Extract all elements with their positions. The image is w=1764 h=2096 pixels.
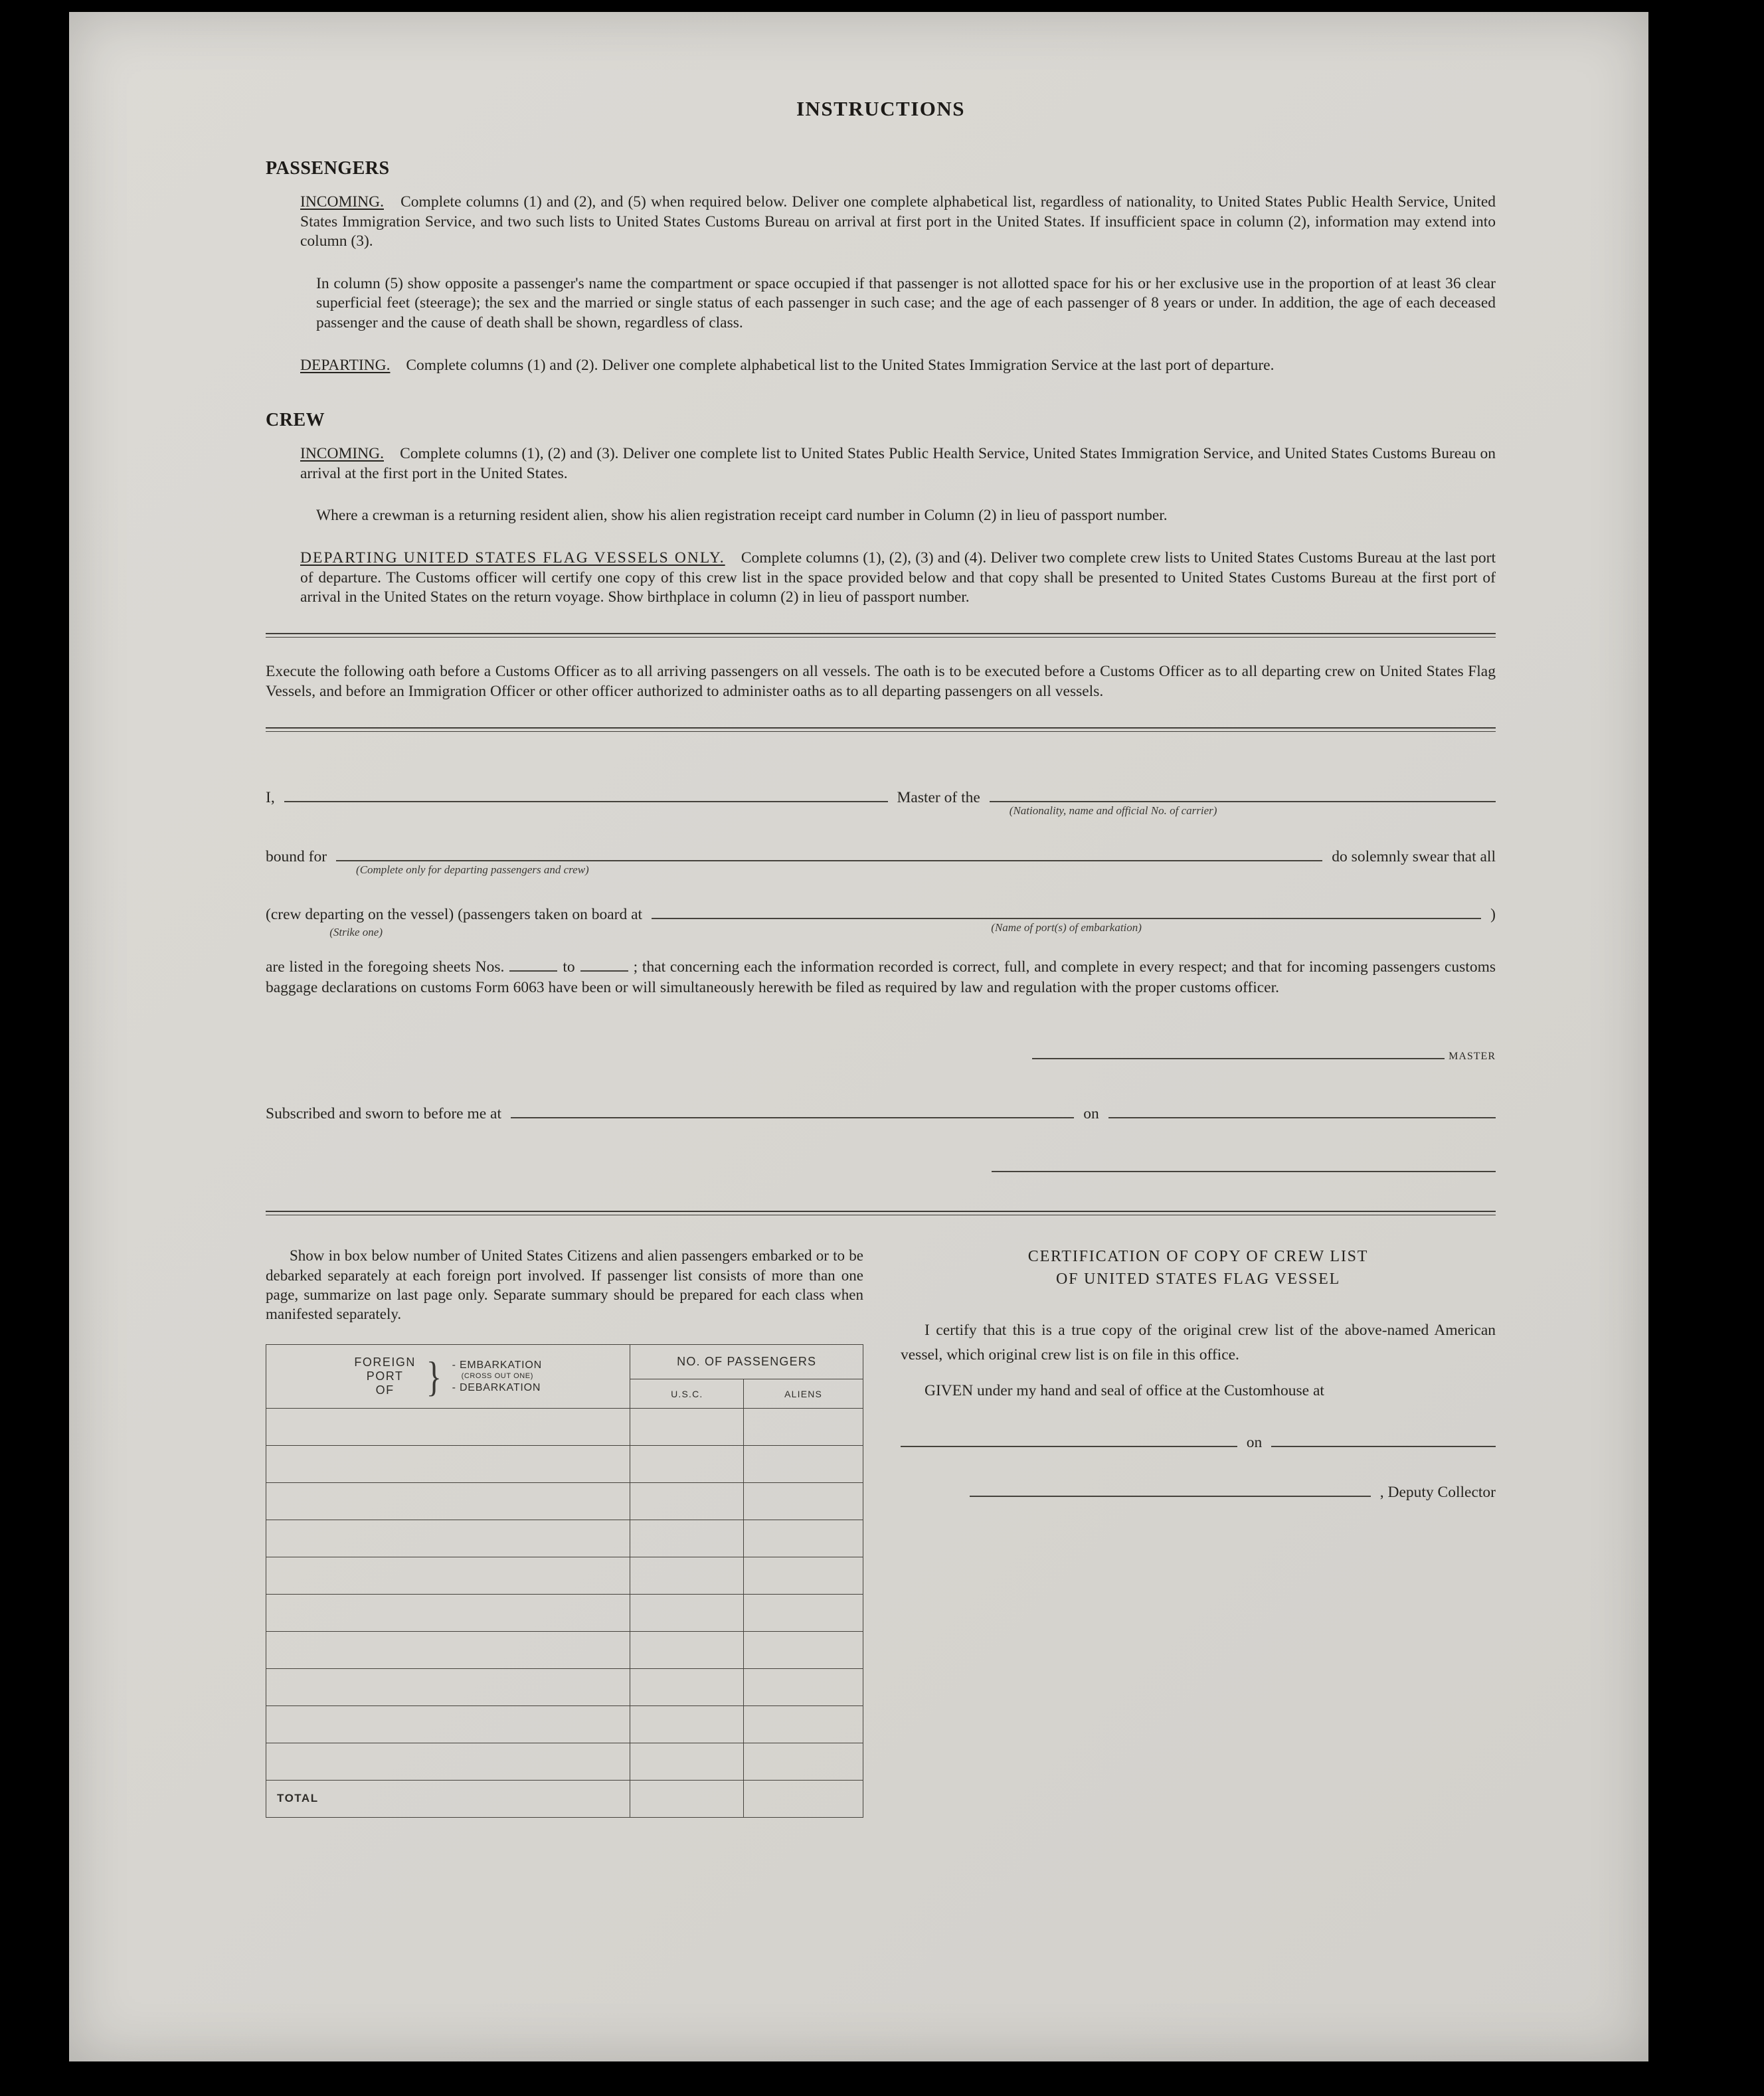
customhouse-place-blank xyxy=(901,1446,1237,1447)
foreign-word: FOREIGN xyxy=(354,1355,416,1369)
subscribed-date-blank xyxy=(1108,1117,1496,1118)
no-of-passengers-header: NO. OF PASSENGERS xyxy=(630,1344,863,1379)
strike-phrase xyxy=(266,906,643,939)
foreign-port-header xyxy=(266,1352,630,1400)
summary-blank-cell xyxy=(630,1445,744,1482)
summary-blank-row xyxy=(266,1557,863,1594)
summary-blank-cell xyxy=(630,1594,744,1631)
summary-blank-cell xyxy=(744,1445,863,1482)
swear-label: do solemnly swear that all xyxy=(1332,848,1496,866)
destination-blank xyxy=(336,860,1322,877)
summary-blank-cell xyxy=(266,1482,630,1520)
foreign-port-header-cell xyxy=(266,1344,630,1408)
summary-blank-cell xyxy=(630,1631,744,1668)
strike-caption: (Strike one) xyxy=(329,926,383,939)
sheets-after-text: ; that concerning each the information recorded is correct, full, and complete in every respect; and that for incoming passengers customs baggage declarations on customs Form 6063 have been or will simultaneously herewith be filed as required by law and regulation with the proper customs officer. xyxy=(266,958,1496,996)
summary-blank-row xyxy=(266,1594,863,1631)
summary-blank-cell xyxy=(266,1594,630,1631)
master-title-label: MASTER xyxy=(1449,1051,1496,1063)
summary-blank-row xyxy=(266,1705,863,1743)
cross-out-note: (CROSS OUT ONE) xyxy=(461,1371,533,1380)
customhouse-date-blank xyxy=(1271,1446,1496,1447)
oath-bound-for-line xyxy=(266,848,1496,877)
total-label-cell: TOTAL xyxy=(266,1780,630,1817)
summary-blank-cell xyxy=(744,1408,863,1445)
embarkation-port-blank xyxy=(652,918,1481,934)
given-paragraph: GIVEN under my hand and seal of office at the Customhouse at xyxy=(925,1382,1324,1400)
total-row xyxy=(266,1780,863,1817)
bound-for-label: bound for xyxy=(266,848,327,866)
sheets-paragraph xyxy=(266,957,1496,998)
sheet-to-blank xyxy=(580,970,628,972)
summary-blank-cell xyxy=(630,1668,744,1705)
summary-blank-cell xyxy=(630,1482,744,1520)
certification-title xyxy=(901,1246,1496,1290)
brace-glyph: } xyxy=(426,1352,442,1400)
summary-blank-row xyxy=(266,1631,863,1668)
summary-blank-cell xyxy=(744,1520,863,1557)
certification-title-line1: CERTIFICATION OF COPY OF CREW LIST xyxy=(1027,1248,1369,1266)
table-header-row-1 xyxy=(266,1344,863,1379)
summary-blank-row xyxy=(266,1408,863,1445)
i-label: I, xyxy=(266,789,275,807)
sheets-before-text: are listed in the foregoing sheets Nos. xyxy=(266,958,505,976)
officer-signature-blank xyxy=(992,1171,1496,1172)
summary-table-body xyxy=(266,1408,863,1817)
subscribed-line xyxy=(266,1105,1496,1123)
summary-blank-row xyxy=(266,1482,863,1520)
sheet-from-blank xyxy=(509,970,557,972)
crew-departing-text: Complete columns (1), (2), (3) and (4). Deliver two complete crew lists to United States Customs Bureau at the last port of departure. The Customs officer will certify one copy of this crew list in the space provided below and that copy shall be presented to United States Customs Bureau at the first port of arrival in the United States on the return voyage. Show birthplace in column (2) in lieu of passport number. xyxy=(300,549,1496,606)
certification-title-line2: OF UNITED STATES FLAG VESSEL xyxy=(1055,1270,1341,1288)
summary-blank-cell xyxy=(744,1482,863,1520)
of-word: OF xyxy=(375,1383,395,1397)
double-rule-bottom xyxy=(266,1211,1496,1215)
deputy-collector-label: , Deputy Collector xyxy=(1379,1483,1496,1501)
incoming-label: INCOMING. xyxy=(300,193,384,211)
summary-blank-cell xyxy=(266,1557,630,1594)
master-signature-line xyxy=(266,1051,1496,1063)
summary-blank-cell xyxy=(630,1557,744,1594)
bottom-section xyxy=(266,1246,1496,1818)
master-of-label: Master of the xyxy=(897,789,980,807)
customhouse-line xyxy=(901,1434,1496,1452)
usc-column-header: U.S.C. xyxy=(630,1379,744,1409)
summary-column xyxy=(266,1246,863,1818)
oath-intro-paragraph: Execute the following oath before a Customs Officer as to all arriving passengers on all vessels. The oath is to be executed before a Customs Officer as to all departing crew on United States Flag Vessels, and before an Immigration Officer or other officer authorized to administer oaths as to all departing passengers on all vessels. xyxy=(266,662,1496,701)
passengers-incoming-paragraph xyxy=(300,193,1496,252)
page-title: INSTRUCTIONS xyxy=(796,97,965,120)
subscribed-label: Subscribed and sworn to before me at xyxy=(266,1105,502,1123)
carrier-blank xyxy=(990,801,1496,818)
deputy-collector-line xyxy=(901,1484,1496,1502)
summary-blank-row xyxy=(266,1445,863,1482)
passengers-departing-paragraph xyxy=(300,356,1496,376)
summary-blank-row xyxy=(266,1743,863,1780)
deputy-signature-blank xyxy=(970,1496,1371,1497)
crew-heading: CREW xyxy=(266,410,325,431)
crew-resident-alien-paragraph: Where a crewman is a returning resident alien, show his alien registration receipt card number in Column (2) in lieu of passport number. xyxy=(316,507,1168,525)
aliens-column-header: ALIENS xyxy=(744,1379,863,1409)
crew-incoming-text: Complete columns (1), (2) and (3). Deliver one complete list to United States Public Health Service, United States Immigration Service, and United States Customs Bureau on arrival at the first port in the United States. xyxy=(300,445,1496,482)
subscribed-on-label: on xyxy=(1083,1105,1099,1123)
summary-blank-cell xyxy=(266,1743,630,1780)
summary-blank-cell xyxy=(744,1594,863,1631)
carrier-caption: (Nationality, name and official No. of carrier) xyxy=(1009,804,1217,818)
summary-blank-cell xyxy=(266,1520,630,1557)
summary-blank-cell xyxy=(266,1445,630,1482)
passenger-summary-table xyxy=(266,1344,863,1818)
double-rule-oath xyxy=(266,727,1496,732)
oath-strike-line xyxy=(266,906,1496,939)
summary-blank-cell xyxy=(744,1705,863,1743)
summary-blank-row xyxy=(266,1520,863,1557)
crew-incoming-paragraph xyxy=(300,444,1496,483)
summary-blank-cell xyxy=(266,1668,630,1705)
incoming-text: Complete columns (1) and (2), and (5) when required below. Deliver one complete alphabetical list, regardless of nationality, to United States Public Health Service, United States Immigration Service, and two such lists to United States Customs Bureau on arrival at first port in the United States. If insufficient space in column (2), information may extend into column (3). xyxy=(300,193,1496,250)
summary-blank-cell xyxy=(630,1520,744,1557)
crew-departing-label: DEPARTING UNITED STATES FLAG VESSELS ONLY. xyxy=(300,549,725,567)
total-aliens-cell xyxy=(744,1780,863,1817)
crew-incoming-label: INCOMING. xyxy=(300,445,384,463)
subscribed-place-blank xyxy=(511,1117,1074,1118)
departing-label: DEPARTING. xyxy=(300,356,391,374)
total-usc-cell xyxy=(630,1780,744,1817)
debarkation-option: - DEBARKATION xyxy=(452,1381,541,1393)
foreign-port-label xyxy=(354,1355,416,1397)
passengers-heading: PASSENGERS xyxy=(266,158,390,179)
double-rule-top xyxy=(266,633,1496,638)
certify-paragraph: I certify that this is a true copy of the original crew list of the above-named American vessel, which original crew list is on file in this office. xyxy=(901,1322,1496,1363)
crew-departing-paragraph xyxy=(300,549,1496,608)
embarkation-caption: (Name of port(s) of embarkation) xyxy=(991,921,1142,934)
summary-blank-cell xyxy=(266,1408,630,1445)
close-paren: ) xyxy=(1490,906,1496,924)
summary-blank-cell xyxy=(630,1705,744,1743)
summary-blank-cell xyxy=(266,1705,630,1743)
embark-debark-options xyxy=(452,1359,542,1395)
bound-caption: (Complete only for departing passengers and crew) xyxy=(356,863,589,877)
passengers-column5-paragraph: In column (5) show opposite a passenger's name the compartment or space occupied if that passenger is not allotted space for his or her exclusive use in the proportion of at least 36 clear superficial feet (steerage); the sex and the married or single status of each passenger in such case; and the age of each passenger of 8 years or under. In addition, the age of each deceased passenger and the cause of death shall be shown, regardless of class. xyxy=(316,274,1496,332)
summary-blank-cell xyxy=(630,1743,744,1780)
port-word: PORT xyxy=(366,1369,404,1383)
customhouse-on-label: on xyxy=(1246,1433,1263,1451)
summary-blank-cell xyxy=(744,1743,863,1780)
summary-blank-cell xyxy=(744,1631,863,1668)
embarkation-option: - EMBARKATION xyxy=(452,1359,543,1371)
form-content xyxy=(266,97,1496,1818)
summary-blank-cell xyxy=(266,1631,630,1668)
scanned-form-page xyxy=(69,12,1648,2061)
sheets-to-label: to xyxy=(563,958,575,976)
summary-blank-cell xyxy=(744,1668,863,1705)
departing-text: Complete columns (1) and (2). Deliver one complete alphabetical list to the United States Immigration Service at the last port of departure. xyxy=(406,356,1275,374)
officer-signature-line xyxy=(266,1171,1496,1172)
summary-blank-cell xyxy=(630,1408,744,1445)
strike-text: (crew departing on the vessel) (passengers taken on board at xyxy=(266,906,643,924)
summary-instructions: Show in box below number of United States Citizens and alien passengers embarked or to be debarked separately at each foreign port involved. If passenger list consists of more than one page, summarize on last page only. Separate summary should be prepared for each class when manifested separately. xyxy=(266,1247,863,1323)
summary-blank-cell xyxy=(744,1557,863,1594)
oath-master-line xyxy=(266,789,1496,818)
master-signature-blank xyxy=(1032,1058,1445,1059)
summary-blank-row xyxy=(266,1668,863,1705)
master-name-blank xyxy=(284,801,888,802)
certification-column xyxy=(901,1246,1496,1818)
